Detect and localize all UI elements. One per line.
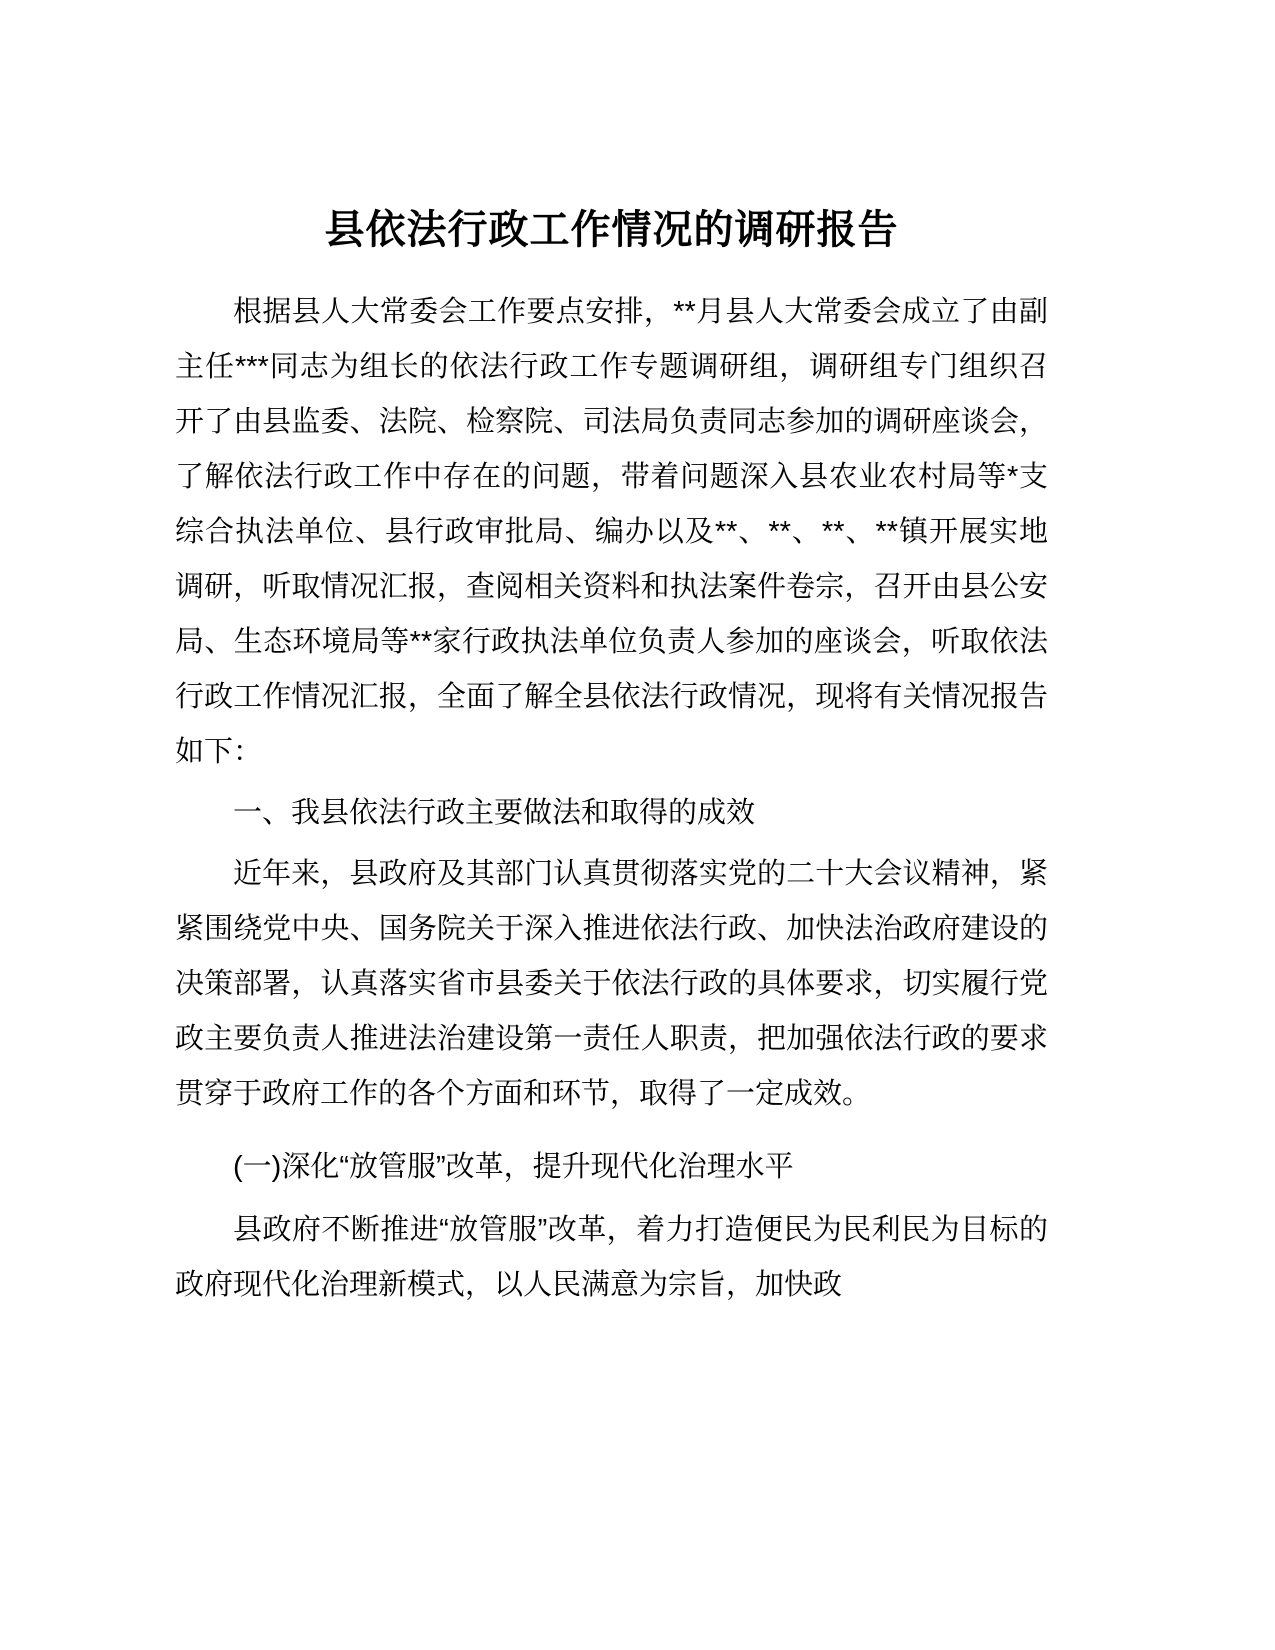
body-paragraph: 县政府不断推进“放管服”改革，着力打造便民为民利民为目标的政府现代化治理新模式，以人民满意为宗旨，加快政: [175, 1214, 1048, 1301]
section-heading: 一、我县依法行政主要做法和取得的成效: [233, 797, 756, 829]
document-title: 县依法行政工作情况的调研报告: [324, 208, 899, 252]
body-paragraph: 近年来，县政府及其部门认真贯彻落实党的二十大会议精神，紧紧围绕党中央、国务院关于深入推进依法行政、加快法治政府建设的决策部署，认真落实省市县委关于依法行政的具体要求，切实履行党政主要负责人推进法治建设第一责任人职责，把加强依法行政的要求贯穿于政府工作的各个方面和环节，取得了一定成效。: [175, 858, 1048, 1110]
body-paragraph: 根据县人大常委会工作要点安排，**月县人大常委会成立了由副主任***同志为组长的依法行政工作专题调研组，调研组专门组织召开了由县监委、法院、检察院、司法局负责同志参加的调研座谈会，了解依法行政工作中存在的问题，带着问题深入县农业农村局等*支综合执法单位、县行政审批局、编办以及**、**、**、**镇开展实地调研，听取情况汇报，查阅相关资料和执法案件卷宗，召开由县公安局、生态环境局等**家行政执法单位负责人参加的座谈会，听取依法行政工作情况汇报，全面了解全县依法行政情况，现将有关情况报告如下：: [175, 296, 1048, 768]
document-body: [175, 285, 1048, 1313]
subsection-heading: (一)深化“放管服”改革，提升现代化治理水平: [233, 1151, 794, 1183]
